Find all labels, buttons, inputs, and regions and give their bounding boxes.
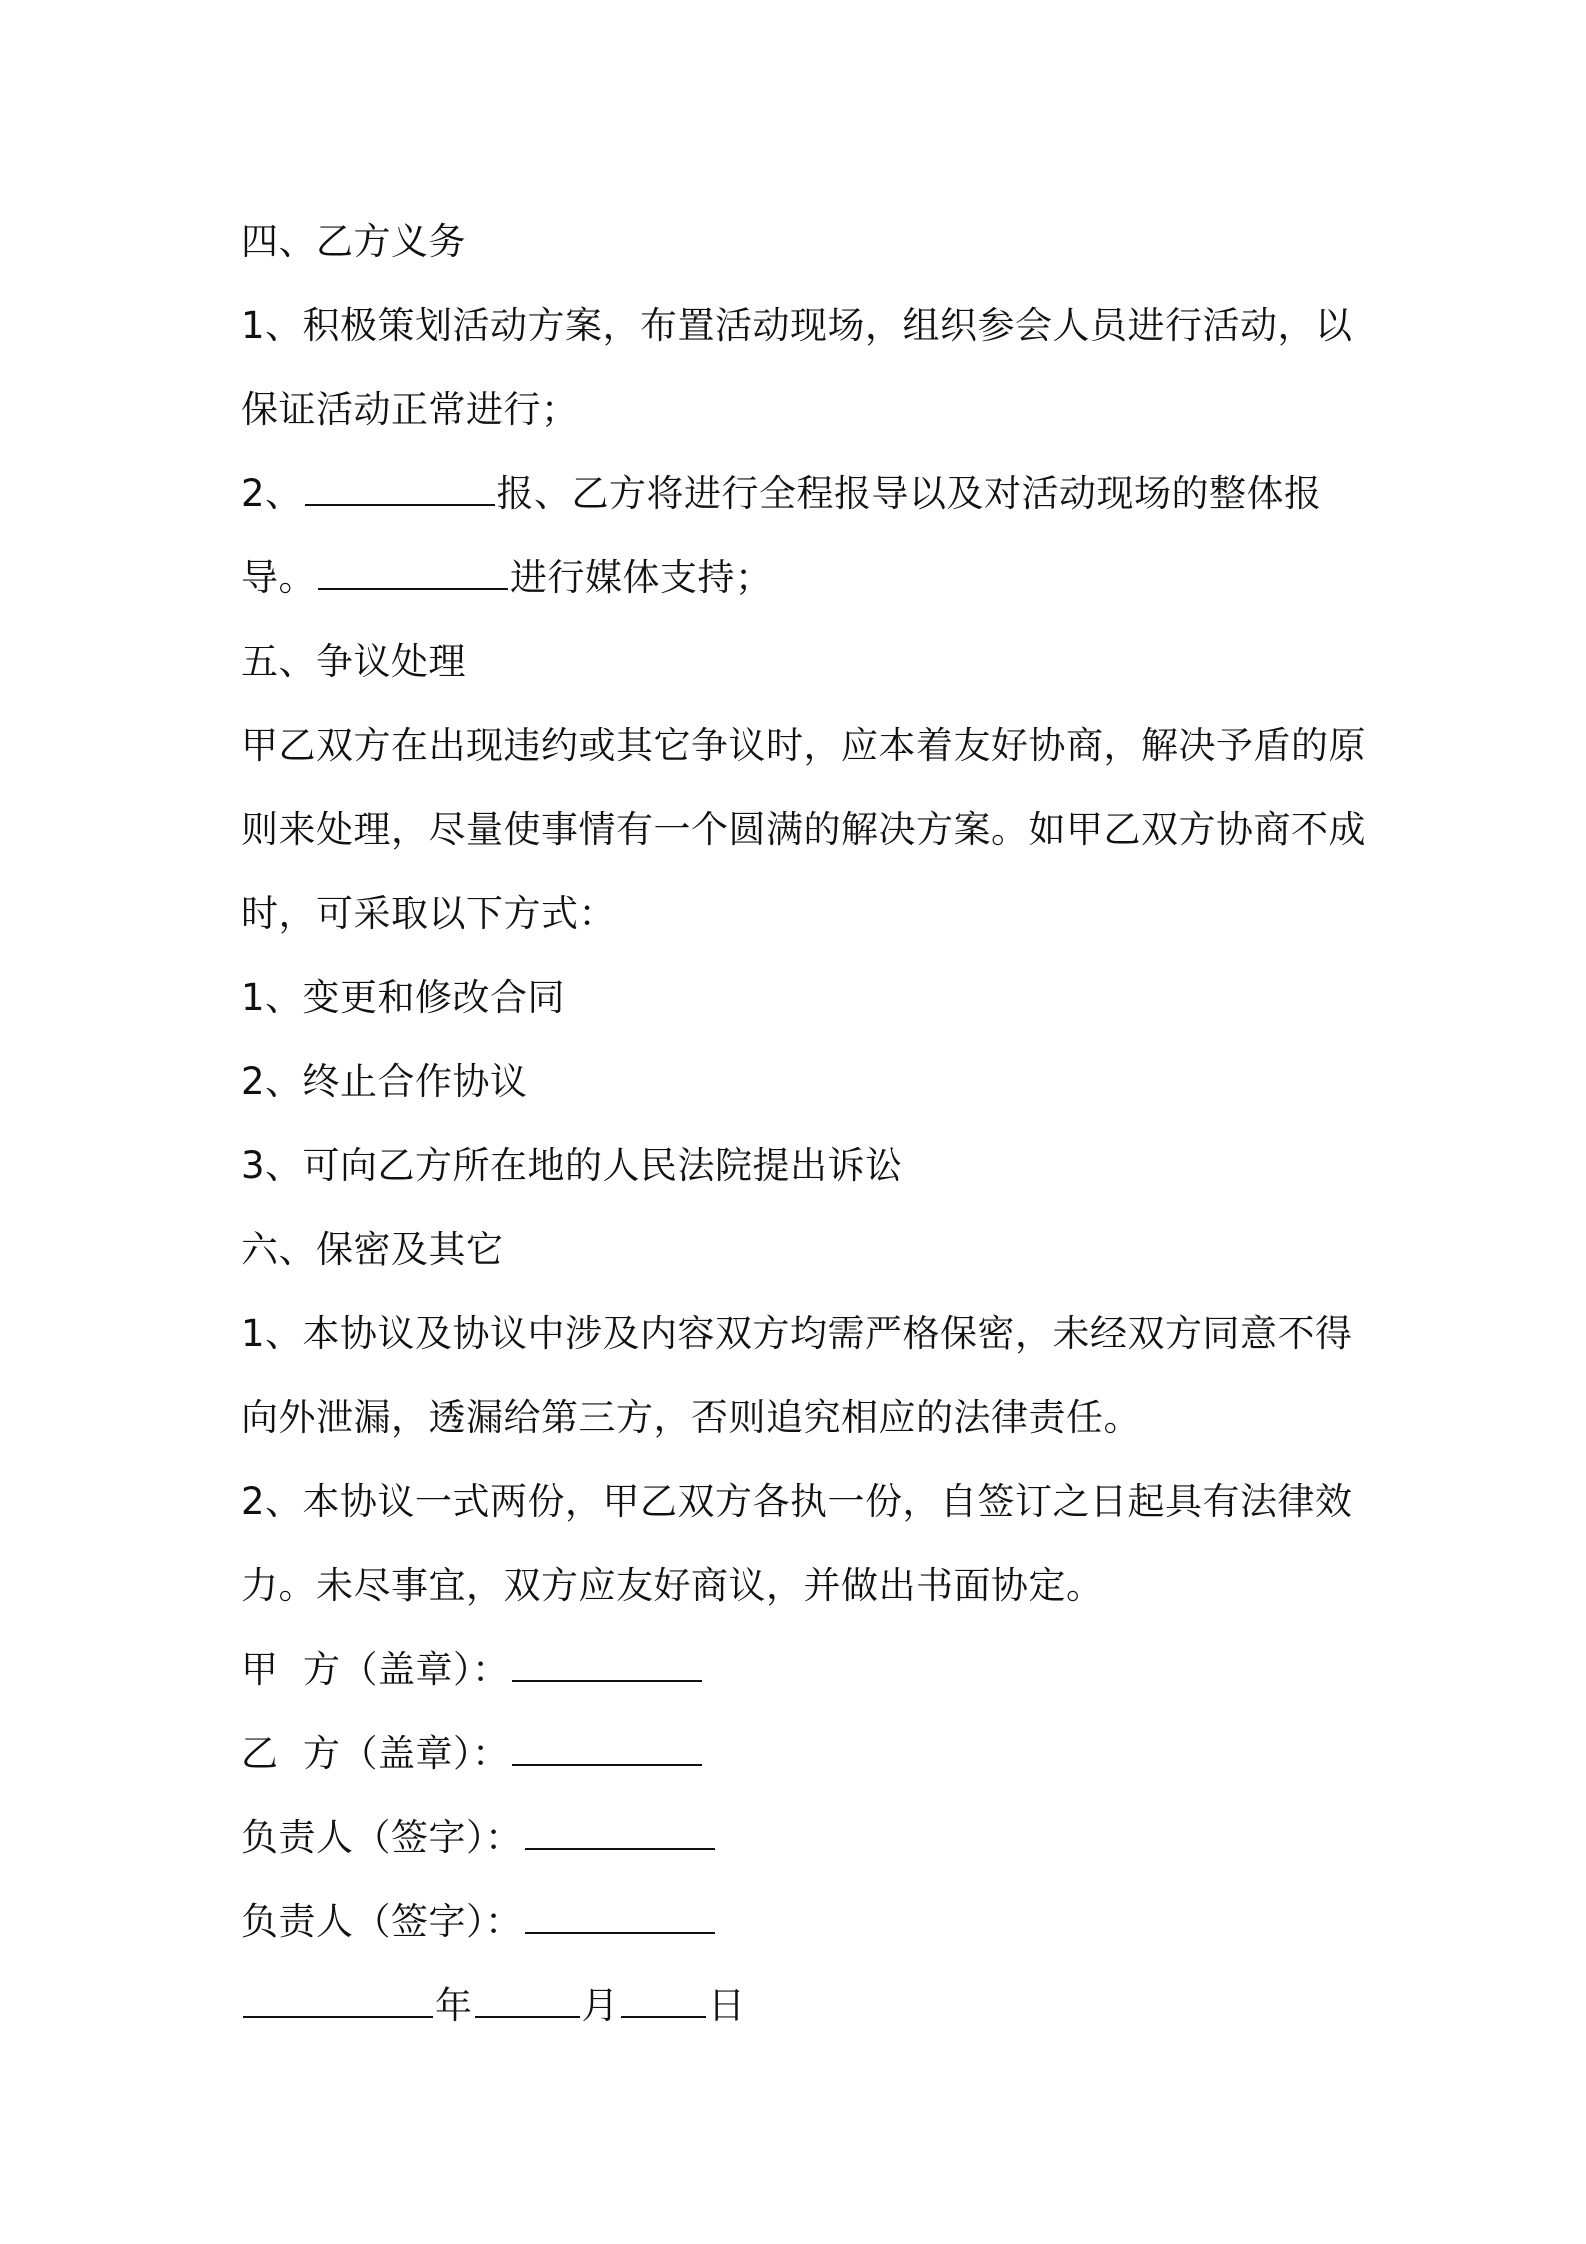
section-6-item-2-line-1: 2、本协议一式两份，甲乙双方各执一份，自签订之日起具有法律效 bbox=[241, 1480, 1353, 1523]
section-5-heading: 五、争议处理 bbox=[241, 640, 466, 683]
section-4-item-2-line-2-text: 进行媒体支持； bbox=[510, 556, 773, 599]
date-year-label: 年 bbox=[435, 1984, 473, 2027]
section-5-item-1: 1、变更和修改合同 bbox=[241, 976, 566, 1019]
section-5-item-3: 3、可向乙方所在地的人民法院提出诉讼 bbox=[241, 1144, 903, 1187]
section-4-item-2-line-1-text: 报、乙方将进行全程报导以及对活动现场的整体报 bbox=[496, 472, 1322, 515]
signature-rep-1-blank[interactable] bbox=[525, 1820, 715, 1850]
date-day-blank[interactable] bbox=[621, 1988, 706, 2018]
contract-page bbox=[241, 200, 1366, 2048]
fill-in-blank[interactable] bbox=[305, 476, 495, 506]
date-day-label: 日 bbox=[708, 1984, 746, 2027]
section-4-item-1-line-2: 保证活动正常进行； bbox=[241, 388, 579, 431]
section-4-item-1-line-1: 1、积极策划活动方案，布置活动现场，组织参会人员进行活动，以 bbox=[241, 304, 1353, 347]
section-5-para-line-2: 则来处理，尽量使事情有一个圆满的解决方案。如甲乙双方协商不成 bbox=[241, 808, 1366, 851]
section-4-item-2-line-2-prefix: 导。 bbox=[241, 556, 316, 599]
date-month-blank[interactable] bbox=[475, 1988, 580, 2018]
signature-rep-2 bbox=[241, 1880, 1361, 1964]
signature-party-a-blank[interactable] bbox=[512, 1652, 702, 1682]
signature-party-a bbox=[241, 1628, 1361, 1712]
signature-party-b bbox=[241, 1712, 1361, 1796]
date-line bbox=[241, 1964, 1361, 2048]
date-month-label: 月 bbox=[581, 1984, 619, 2027]
section-6-item-1-line-1: 1、本协议及协议中涉及内容双方均需严格保密，未经双方同意不得 bbox=[241, 1312, 1353, 1355]
section-4-item-2-prefix: 2、 bbox=[241, 472, 303, 515]
section-6-item-1-line-2: 向外泄漏，透漏给第三方，否则追究相应的法律责任。 bbox=[241, 1396, 1141, 1439]
section-5-para-line-3: 时，可采取以下方式： bbox=[241, 892, 616, 935]
section-4-item-2-line-1 bbox=[241, 452, 1361, 536]
signature-rep-1-label: 负责人（签字）： bbox=[241, 1816, 523, 1859]
section-5-para-line-1: 甲乙双方在出现违约或其它争议时，应本着友好协商，解决予盾的原 bbox=[241, 724, 1366, 767]
section-4-heading: 四、乙方义务 bbox=[241, 220, 466, 263]
signature-party-a-label: 甲 方（盖章）： bbox=[241, 1648, 510, 1691]
signature-rep-2-blank[interactable] bbox=[525, 1904, 715, 1934]
signature-rep-2-label: 负责人（签字）： bbox=[241, 1900, 523, 1943]
signature-party-b-blank[interactable] bbox=[512, 1736, 702, 1766]
section-6-item-2-line-2: 力。未尽事宜，双方应友好商议，并做出书面协定。 bbox=[241, 1564, 1104, 1607]
signature-rep-1 bbox=[241, 1796, 1361, 1880]
section-4-item-2-line-2 bbox=[241, 536, 1361, 620]
signature-party-b-label: 乙 方（盖章）： bbox=[241, 1732, 510, 1775]
fill-in-blank[interactable] bbox=[318, 560, 508, 590]
section-6-heading: 六、保密及其它 bbox=[241, 1228, 504, 1271]
date-year-blank[interactable] bbox=[243, 1988, 433, 2018]
section-5-item-2: 2、终止合作协议 bbox=[241, 1060, 528, 1103]
